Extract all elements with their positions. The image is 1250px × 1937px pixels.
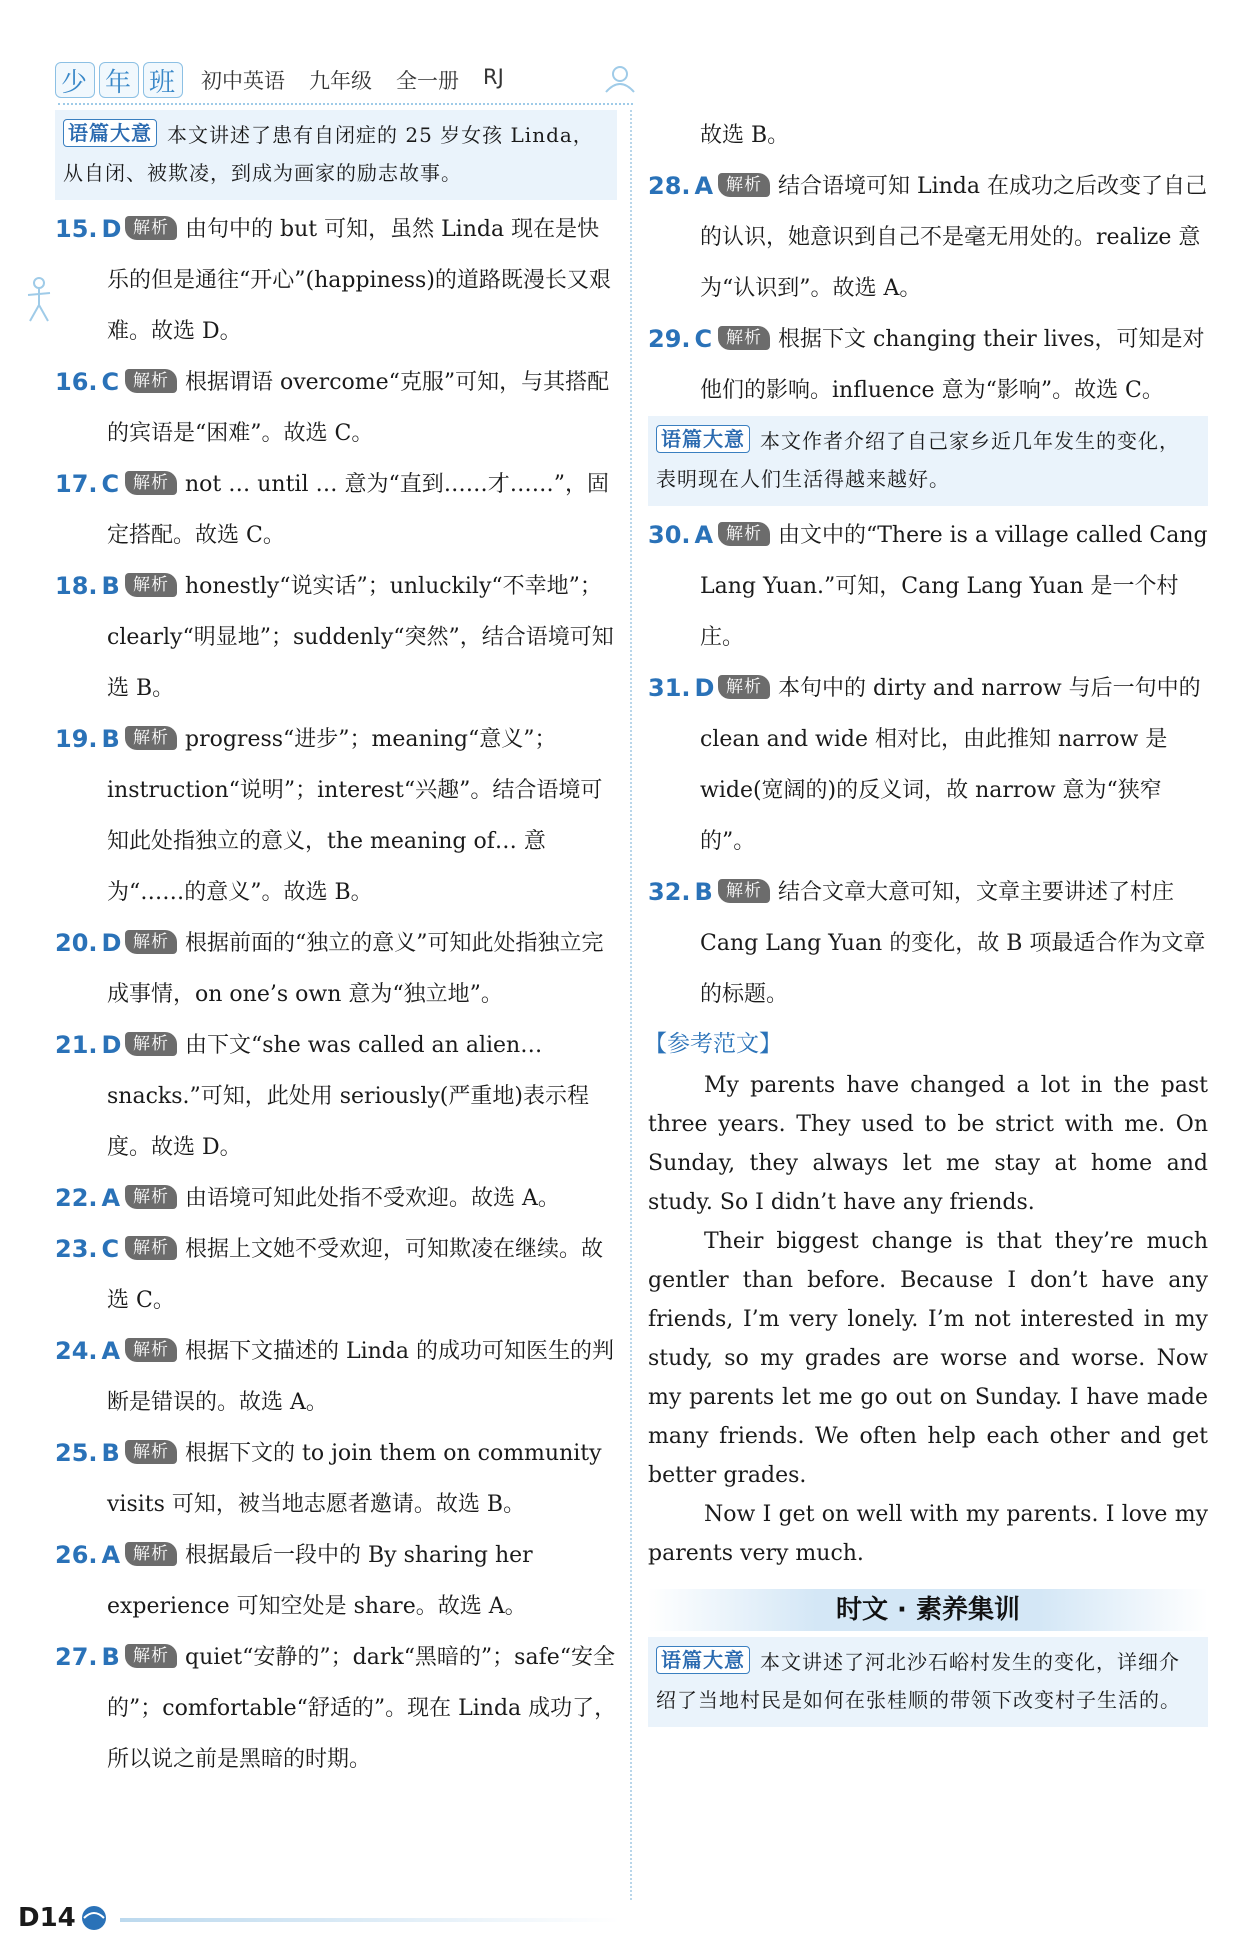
right-column <box>644 110 1208 1731</box>
question-number: 32. B <box>648 878 713 906</box>
answer-choice: C <box>101 368 120 396</box>
answer-choice: A <box>694 521 714 549</box>
analysis-badge: 解析 <box>125 726 177 750</box>
answer-choice: D <box>694 674 715 702</box>
analysis-badge: 解析 <box>125 573 177 597</box>
answer-choice: B <box>101 572 120 600</box>
grade-label: 九年级 <box>309 69 373 93</box>
globe-icon <box>80 1904 108 1932</box>
brand-char: 年 <box>99 62 139 98</box>
answer-choice: A <box>694 172 714 200</box>
analysis-badge: 解析 <box>125 1338 177 1362</box>
essay-paragraph: My parents have changed a lot in the past three years. They used to be strict with me. On Sunday, they always let me stay at home and study. So I didn’t have any friends. <box>648 1073 1208 1215</box>
answer-item <box>55 1632 617 1785</box>
summary-text: 本文作者介绍了自己家乡近几年发生的变化，表明现在人们生活得越来越好。 <box>656 429 1180 491</box>
answer-choice: B <box>101 725 120 753</box>
analysis-text: 根据下文描述的 Linda 的成功可知医生的判断是错误的。故选 A。 <box>107 1339 615 1415</box>
brand-logo <box>55 62 183 98</box>
analysis-text: 根据下文 changing their lives，可知是对他们的影响。influence 意为“影响”。故选 C。 <box>700 327 1205 403</box>
answer-choice: D <box>101 1031 122 1059</box>
analysis-badge: 解析 <box>718 879 770 903</box>
question-number: 17. C <box>55 470 120 498</box>
analysis-text: quiet“安静的”；dark“黑暗的”；safe“安全的”；comfortable“舒适的”。现在 Linda 成功了，所以说之前是黑暗的时期。 <box>107 1645 617 1772</box>
answer-choice: A <box>101 1337 121 1365</box>
question-number: 29. C <box>648 325 713 353</box>
question-number: 21. D <box>55 1031 122 1059</box>
answer-item <box>55 1326 617 1428</box>
volume-label: 全一册 <box>396 69 460 93</box>
page-header <box>55 58 675 102</box>
continuation-line: 故选 B。 <box>700 123 790 148</box>
section-title: 时文 · 素养集训 <box>648 1589 1208 1631</box>
answer-item <box>55 357 617 459</box>
question-number: 23. C <box>55 1235 120 1263</box>
analysis-text: 由下文“she was called an alien…snacks.”可知，此处用 seriously(严重地)表示程度。故选 D。 <box>107 1033 589 1160</box>
analysis-badge: 解析 <box>125 1542 177 1566</box>
question-number: 24. A <box>55 1337 121 1365</box>
summary-tag: 语篇大意 <box>656 425 750 453</box>
answer-choice: A <box>101 1541 121 1569</box>
question-number: 18. B <box>55 572 120 600</box>
analysis-badge: 解析 <box>125 1644 177 1668</box>
brand-char: 少 <box>55 62 95 98</box>
question-number: 26. A <box>55 1541 121 1569</box>
analysis-text: 本句中的 dirty and narrow 与后一句中的 clean and wide 相对比，由此推知 narrow 是 wide(宽阔的)的反义词，故 narrow 意为“狭窄的”。 <box>700 676 1201 854</box>
summary-tag: 语篇大意 <box>63 119 157 147</box>
answer-item <box>55 1020 617 1173</box>
summary-box <box>648 1637 1208 1727</box>
analysis-badge: 解析 <box>125 216 177 240</box>
answer-choice: C <box>101 1235 120 1263</box>
analysis-text: honestly“说实话”；unluckily“不幸地”；clearly“明显地”；suddenly“突然”，结合语境可知选 B。 <box>107 574 614 701</box>
left-column <box>55 110 617 1785</box>
summary-text: 本文讲述了患有自闭症的 25 岁女孩 Linda，从自闭、被欺凌，到成为画家的励志故事。 <box>63 123 594 185</box>
answer-item <box>648 161 1208 314</box>
answer-choice: B <box>101 1643 120 1671</box>
answer-item <box>55 1224 617 1326</box>
summary-box <box>55 110 617 200</box>
answer-item <box>55 714 617 918</box>
analysis-badge: 解析 <box>718 522 770 546</box>
analysis-text: not … until … 意为“直到……才……”，固定搭配。故选 C。 <box>107 472 609 548</box>
summary-box <box>648 416 1208 506</box>
analysis-badge: 解析 <box>718 173 770 197</box>
question-number: 30. A <box>648 521 714 549</box>
page-footer <box>18 1903 108 1933</box>
analysis-text: 根据前面的“独立的意义”可知此处指独立完成事情，on one’s own 意为“独立地”。 <box>107 931 604 1007</box>
person-figure-icon <box>22 275 56 325</box>
essay-paragraph: Now I get on well with my parents. I love my parents very much. <box>648 1502 1208 1566</box>
question-number: 27. B <box>55 1643 120 1671</box>
answer-choice: B <box>694 878 713 906</box>
answer-item <box>648 510 1208 663</box>
cloud-icon <box>603 62 637 96</box>
brand-char: 班 <box>143 62 183 98</box>
analysis-text: 由句中的 but 可知，虽然 Linda 现在是快乐的但是通往“开心”(happiness)的道路既漫长又艰难。故选 D。 <box>107 217 611 344</box>
analysis-text: 根据最后一段中的 By sharing her experience 可知空处是 share。故选 A。 <box>107 1543 533 1619</box>
analysis-badge: 解析 <box>718 326 770 350</box>
page-number: D14 <box>18 1903 76 1933</box>
answer-item <box>55 1428 617 1530</box>
answer-item <box>55 1173 617 1224</box>
analysis-badge: 解析 <box>125 1440 177 1464</box>
analysis-text: 结合语境可知 Linda 在成功之后改变了自己的认识，她意识到自己不是毫无用处的。realize 意为“认识到”。故选 A。 <box>700 174 1208 301</box>
analysis-badge: 解析 <box>125 1032 177 1056</box>
analysis-badge: 解析 <box>125 1185 177 1209</box>
analysis-badge: 解析 <box>125 930 177 954</box>
question-number: 28. A <box>648 172 714 200</box>
answer-choice: D <box>101 929 122 957</box>
question-number: 25. B <box>55 1439 120 1467</box>
footer-bar <box>120 1918 620 1922</box>
subject-label: 初中英语 <box>201 69 286 93</box>
question-number: 22. A <box>55 1184 121 1212</box>
analysis-text: 根据下文的 to join them on community visits 可知，被当地志愿者邀请。故选 B。 <box>107 1441 602 1517</box>
header-divider <box>58 103 633 106</box>
answer-choice: C <box>694 325 713 353</box>
reference-essay-title: 【参考范文】 <box>644 1031 782 1057</box>
analysis-badge: 解析 <box>125 369 177 393</box>
answer-choice: B <box>101 1439 120 1467</box>
column-divider <box>630 110 632 1900</box>
answer-item <box>648 663 1208 867</box>
answer-item <box>55 561 617 714</box>
question-number: 16. C <box>55 368 120 396</box>
analysis-badge: 解析 <box>718 675 770 699</box>
essay-paragraph: Their biggest change is that they’re much gentler than before. Because I don’t have any friends, I’m very lonely. I’m not interested in my study, so my grades are worse and worse. Now my parents let me go out on Sunday. I have made many friends. We often help each other and get better grades. <box>648 1229 1208 1488</box>
edition-label: RJ <box>483 65 504 89</box>
analysis-badge: 解析 <box>125 471 177 495</box>
answer-choice: A <box>101 1184 121 1212</box>
answer-choice: D <box>101 215 122 243</box>
reference-essay <box>648 1066 1208 1573</box>
analysis-text: 结合文章大意可知，文章主要讲述了村庄 Cang Lang Yuan 的变化，故 B 项最适合作为文章的标题。 <box>700 880 1206 1007</box>
answer-item <box>55 1530 617 1632</box>
answer-item <box>648 867 1208 1020</box>
answer-choice: C <box>101 470 120 498</box>
question-number: 19. B <box>55 725 120 753</box>
analysis-text: 由语境可知此处指不受欢迎。故选 A。 <box>185 1186 560 1211</box>
answer-item <box>648 314 1208 416</box>
analysis-badge: 解析 <box>125 1236 177 1260</box>
analysis-text: progress“进步”；meaning“意义”；instruction“说明”；interest“兴趣”。结合语境可知此处指独立的意义，the meaning of… 意为“……的意义”。故选 B。 <box>107 727 603 905</box>
summary-tag: 语篇大意 <box>656 1646 750 1674</box>
answer-item <box>55 918 617 1020</box>
book-meta <box>201 65 504 95</box>
summary-text: 本文讲述了河北沙石峪村发生的变化，详细介绍了当地村民是如何在张桂顺的带领下改变村子生活的。 <box>656 1650 1181 1712</box>
analysis-text: 根据谓语 overcome“克服”可知，与其搭配的宾语是“困难”。故选 C。 <box>107 370 610 446</box>
question-number: 15. D <box>55 215 122 243</box>
continuation-text <box>648 110 1208 161</box>
question-number: 31. D <box>648 674 715 702</box>
analysis-text: 根据上文她不受欢迎，可知欺凌在继续。故选 C。 <box>107 1237 604 1313</box>
answer-item <box>55 459 617 561</box>
analysis-text: 由文中的“There is a village called Cang Lang Yuan.”可知，Cang Lang Yuan 是一个村庄。 <box>700 523 1208 650</box>
question-number: 20. D <box>55 929 122 957</box>
answer-item <box>55 204 617 357</box>
